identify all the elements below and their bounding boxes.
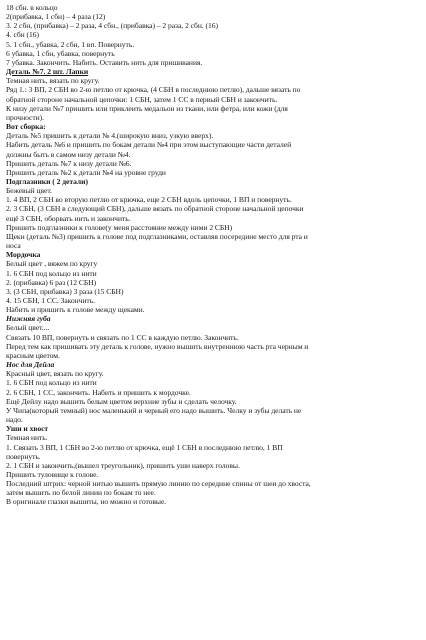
text-line: 2. (прибавка) 6 раз (12 СБН) (6, 277, 97, 287)
text-line: Пришить туловище к голове. (6, 469, 99, 479)
text-line: Набить деталь №6 и пришить по бокам детали №4 при этом выступающие части деталей (6, 140, 292, 150)
text-line: Пришить деталь №7 к низу детали №6. (6, 158, 132, 168)
text-line: 1. 6 СБН под кольцо из нити (6, 268, 97, 278)
text-line: 1. 6 СБН под кольцо из нити (6, 378, 97, 388)
section-heading: Подглазники ( 2 детали) (6, 176, 88, 186)
text-line: красным цветом. (6, 350, 60, 360)
text-line: 5. 1 сбн., убавка, 2 сбн, 1 вп. Повернуть. (6, 39, 135, 49)
text-line: Пришить подглазники к голове(у меня расстояние между ними 2 СБН) (6, 222, 233, 232)
text-line: Белый цвет.... (6, 323, 50, 333)
text-line: Темная нить, вязать по кругу. (6, 76, 100, 86)
text-line: 3. (3 СБН, прибавка) 3 раза (15 СБН) (6, 286, 124, 296)
section-heading: Нижняя губа (6, 314, 51, 324)
text-line: В оригинале глазки вышиты, но можно и готовые. (6, 497, 167, 507)
section-heading: Нос для Дейла (6, 360, 55, 370)
text-line: 2. 1 СБН и закончить,(вышел треугольник), пришить уши наверх головы. (6, 460, 240, 470)
text-line: Белый цвет , вяжем по кругу (6, 259, 98, 269)
text-line: обратной стороне начальной цепочки: 1 СБН, затем 1 СС в первый СБН и закончить. (6, 94, 278, 104)
text-line: повернуть. (6, 451, 41, 461)
text-line: Последний штрих: черной нитью вышить прямую линию по середине спины от шеи до хвоста, (6, 479, 311, 489)
text-line: 2(прибавка, 1 сбн) – 4 раза (12) (6, 12, 106, 22)
text-line: 3. 2 сбн, (прибавка) – 2 раза, 4 сбн., (прибавка) – 2 раза, 2 сбн. (16) (6, 21, 218, 31)
text-line: 1. Связать 3 ВП, 1 СБН во 2-ю петлю от крючка, ещё 1 СБН в последнюю петлю, 1 ВП (6, 442, 283, 452)
text-line: 4. 15 СБН, 1 СС. Закончить. (6, 296, 95, 305)
text-line: затем вышить по белой линии по бокам то нее. (6, 488, 156, 498)
text-line: надо. (6, 415, 23, 425)
text-line: Ещё Дейлу надо вышить белым цветом верхние зубы и сделать челочку. (6, 396, 237, 406)
text-line: прочности). (6, 112, 44, 122)
text-line: Ряд 1.: 3 ВП, 2 СБН во 2-ю петлю от крючка, (4 СБН в последнюю петлю), дальше вязать по (6, 85, 301, 95)
section-heading: Вот сборка: (6, 122, 46, 132)
text-line: Пришить деталь №2 к детали №4 на уровне груди (6, 167, 166, 177)
text-line: 6 убавка, 1 сбн, убавка, повернуть (6, 48, 115, 58)
text-line: К низу детали №7 пришить или приклеить медальон из ткани, или фетра, или кожи (для (6, 103, 288, 113)
section-heading: Деталь №7. 2 шт. Лапки (6, 67, 89, 77)
section-heading: Уши и хвост (6, 424, 49, 434)
text-line: 18 сбн. в кольцо (6, 3, 58, 12)
text-line: Набить и пришить к голове между щеками. (6, 305, 145, 315)
section-heading: Мордочка (6, 250, 41, 260)
text-line: Связать 10 ВП, повернуть и связать по 1 СС в каждую петлю. Закончить. (6, 332, 239, 342)
text-line: должны быть в самом низу детали №4. (6, 149, 131, 159)
text-line: Деталь №5 пришить к детали № 4.(широкую вниз, узкую вверх). (6, 131, 214, 141)
text-line: Щеки (деталь №3) пришить к голове под подглазниками, оставляя посередине место для рта и (6, 231, 308, 241)
text-line: 2. 6 СБН, 1 СС, закончить. Набить и пришить к мордочке. (6, 387, 191, 397)
text-line: У Чипа(который темный) нос маленький и черный его надо вышить. Челку и зубы делать не (6, 405, 302, 415)
text-line: носа (6, 241, 21, 251)
text-line: Перед тем как пришивать эту деталь к голове, нужно вышить внутреннюю часть рта черным и (6, 341, 309, 351)
text-line: ещё 3 СБН, оборвать нить и закончить. (6, 213, 131, 223)
text-line: 7 убавка. Закончить. Набить. Оставить нить для пришивания. (6, 57, 203, 67)
text-line: 1. 4 ВП, 2 СБН во вторую петлю от крючка, еще 2 СБН вдоль цепочки, 1 ВП и повернуть. (6, 195, 292, 205)
text-line: Бежевый цвет. (6, 186, 52, 196)
text-line: Темная нить. (6, 433, 48, 443)
text-line: 2. 3 СБН, (3 СБН в следующий СБН), дальше вязать по обратной стороне начальной цепочки (6, 204, 304, 214)
text-line: 4. сбн (16) (6, 30, 39, 40)
text-line: Красный цвет, вязать по кругу. (6, 369, 104, 379)
